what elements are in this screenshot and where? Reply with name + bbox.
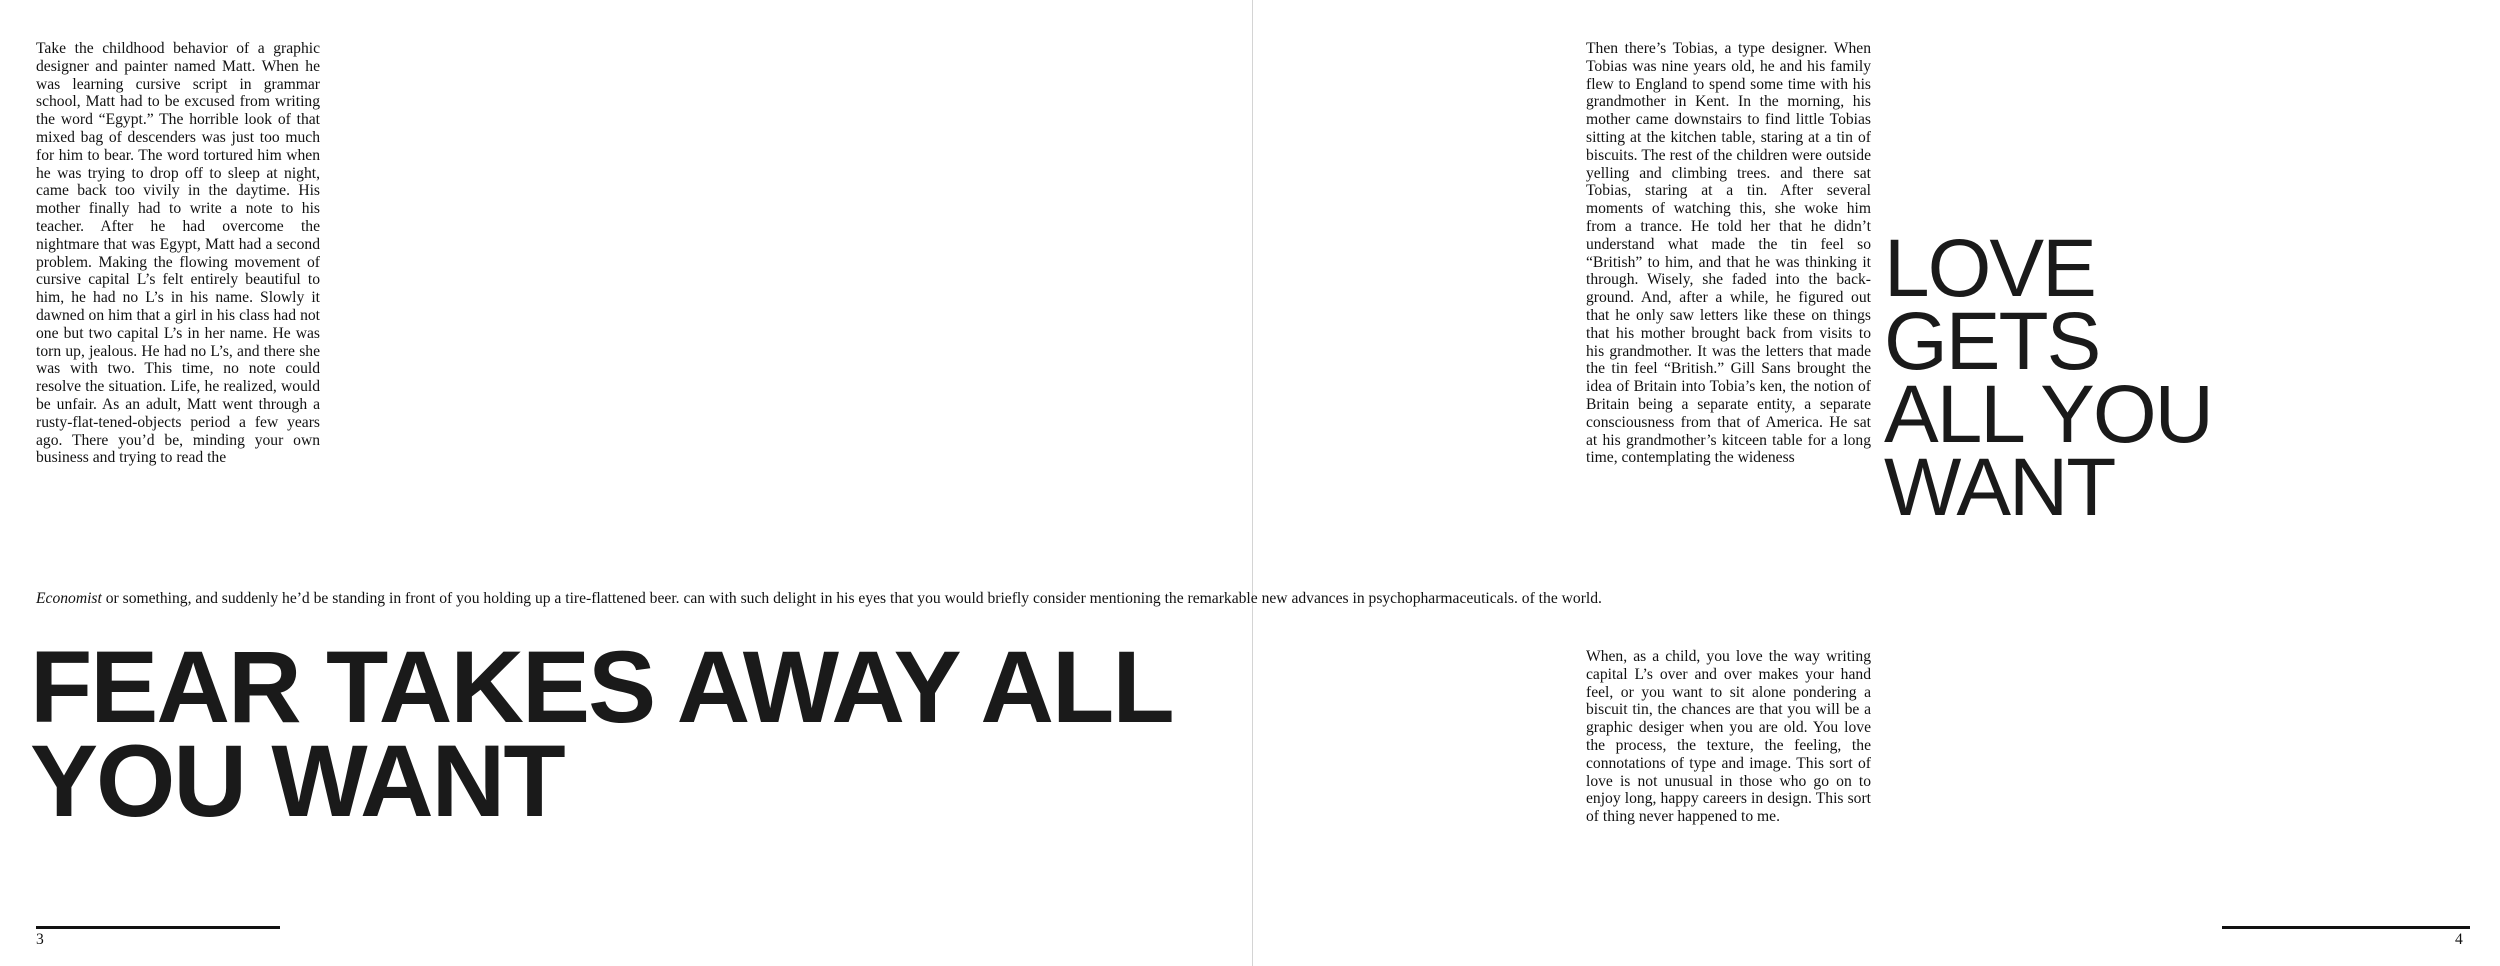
right-body-column-top: Then there’s Tobias, a type designer. When Tobias was nine years old, he and his family flew to England to spend some time with his grandmother in Kent. In the morning, his mother came downstairs to find little Tobias sitting at the kitchen table, staring at a tin of biscuits. The rest of the children were outside yelling and climbing trees. and there sat Tobias, staring at a tin. After several moments of watching this, she woke him from a trance. He told her that he didn’t understand what made the tin feel so “British” to him, and that he was thinking it through. Wisely, she faded into the back-ground. And, after a while, he figured out that he only saw letters like these on things that his mother brought back from visits to his grandmother. It was the letters that made the tin feel “British.” Gill Sans brought the idea of Britain into Tobia’s ken, the notion of Britain being a separate entity, a separate consciousness from that of America. He sat at his grandmother’s kitceen table for a long time, contemplating the wideness <box>1586 40 1871 467</box>
left-headline <box>30 630 1270 838</box>
right-headline-line-2: GETS <box>1884 296 2100 387</box>
right-headline-line-4: WANT <box>1884 442 2115 533</box>
left-headline-line-2: YOU WANT <box>30 724 564 838</box>
right-page-number: 4 <box>2455 931 2463 948</box>
right-body-column-bottom: When, as a child, you love the way writing capital L’s over and over makes your hand feel, or you want to sit alone pondering a biscuit tin, the chances are that you will be a graphic desiger when you are old. You love the process, the texture, the feeling, the connotations of type and image. This sort of love is not unusual in those who go on to enjoy long, happy careers in design. This sort of thing never happened to me. <box>1586 648 1871 826</box>
left-folio-rule <box>36 926 280 929</box>
right-folio-rule <box>2222 926 2470 929</box>
left-page-number: 3 <box>36 931 44 948</box>
left-headline-line-1: FEAR TAKES AWAY ALL <box>30 630 1173 744</box>
right-headline-line-3: ALL YOU <box>1884 369 2212 460</box>
italic-publication-title: Economist <box>36 590 102 607</box>
runover-line <box>36 590 1886 608</box>
runover-text: or something, and suddenly he’d be standing in front of you holding up a tire-flattened beer. can with such delight in his eyes that you would briefly consider mentioning the remarkable new advances in psychopharmaceuticals. of the world. <box>101 590 1602 607</box>
right-headline-line-1: LOVE <box>1884 223 2095 314</box>
right-headline <box>1884 223 2304 533</box>
left-body-column: Take the childhood behavior of a graphic designer and painter named Matt. When he was learning cursive script in grammar school, Matt had to be excused from writing the word “Egypt.” The horrible look of that mixed bag of descenders was just too much for him to bear. The word tortured him when he was trying to drop off to sleep at night, came back too vivily in the daytime. His mother finally had to write a note to his teacher. After he had overcome the nightmare that was Egypt, Matt had a second problem. Making the flowing movement of cursive capital L’s felt entirely beautiful to him, he had no L’s in his name. Slowly it dawned on him that a girl in his class had not one but two capital L’s in her name. He was torn up, jealous. He had no L’s, and there she was with two. This time, no note could resolve the situation. Life, he realized, would be unfair. As an adult, Matt went through a rusty-flat-tened-objects period a few years ago. There you’d be, minding your own business and trying to read the <box>36 40 320 467</box>
